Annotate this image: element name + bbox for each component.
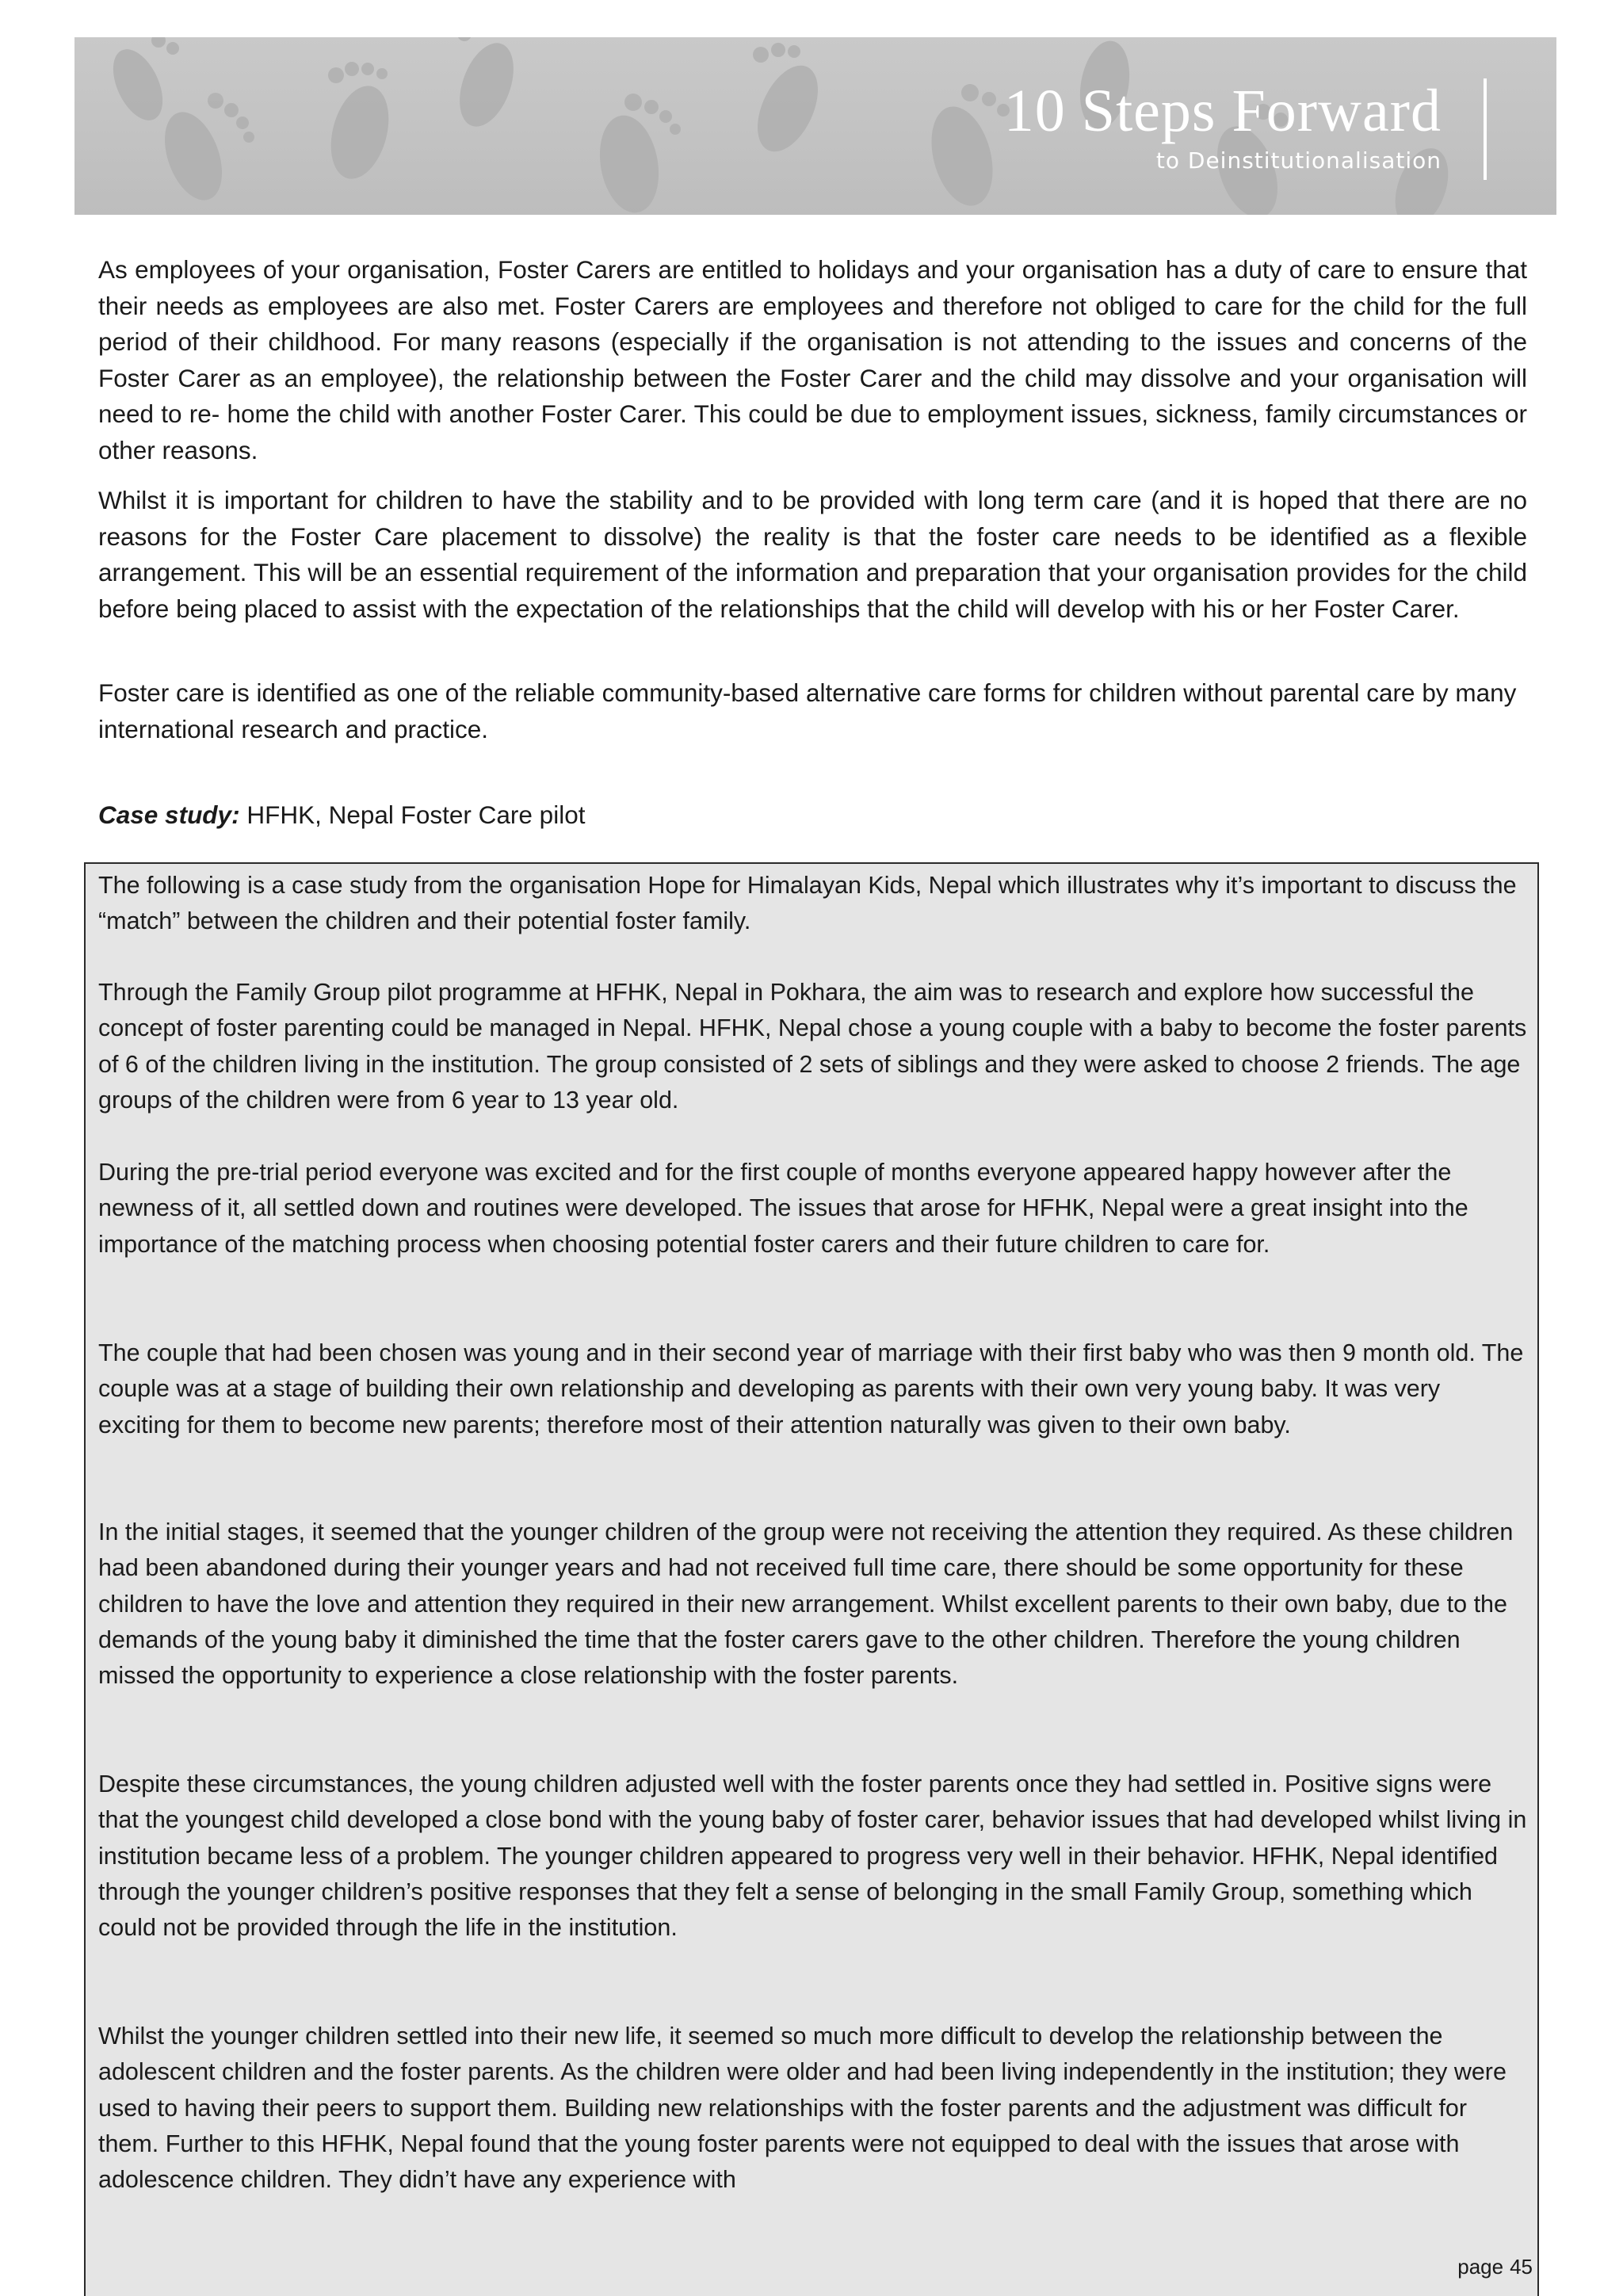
case-study-title: HFHK, Nepal Foster Care pilot <box>246 800 586 829</box>
header-divider <box>1484 78 1487 180</box>
case-study-paragraph: Whilst the younger children settled into their new life, it seemed so much more difficult to develop the relationship between the adolescent children and the foster parents. As the children were older and had been living independently in the institution; they were used to having their peers to support them. Building new relationships with the foster parents and the adjustment was difficult for them. Further to this HFHK, Nepal found that the young foster parents were not equipped to deal with the issues that arose with adolescence children. They didn’t have any experience with <box>98 2023 1507 2194</box>
body-paragraph: Foster care is identified as one of the reliable community-based alternative care forms for children without parental care by many international research and practice. <box>98 678 1517 743</box>
body-paragraph: As employees of your organisation, Foster Carers are entitled to holidays and your organisation has a duty of care to ensure that their needs as employees are also met. Foster Carers are employees and therefore not obliged to care for the child for the full period of their childhood. For many reasons (especially if the organisation is not attending to the issues and concerns of the Foster Carer as an employee), the relationship between the Foster Carer and the child may dissolve and your organisation will need to re- home the child with another Foster Carer. This could be due to employment issues, sickness, family circumstances or other reasons. <box>98 255 1527 464</box>
case-study-heading <box>98 797 585 833</box>
case-study-paragraph: Through the Family Group pilot programme at HFHK, Nepal in Pokhara, the aim was to research and explore how successful the concept of foster parenting could be managed in Nepal. HFHK, Nepal chose a young couple with a baby to become the foster parents of 6 of the children living in the institution. The group consisted of 2 sets of siblings and they were asked to choose 2 friends. The age groups of the children were from 6 year to 13 year old. <box>98 979 1527 1114</box>
case-study-paragraph: In the initial stages, it seemed that the younger children of the group were not receiving the attention they required. As these children had been abandoned during their younger years and had not received full time care, there should be some opportunity for these children to have the love and attention they required in their new arrangement. Whilst excellent parents to their own baby, due to the demands of the young baby it diminished the time that the foster carers gave to the other children. Therefore the young children missed the opportunity to experience a close relationship with the foster parents. <box>98 1519 1514 1690</box>
body-paragraph: Whilst it is important for children to have the stability and to be provided with long term care (and it is hoped that there are no reasons for the Foster Care placement to dissolve) the reality is that the foster care needs to be identified as a flexible arrangement. This will be an essential requirement of the information and preparation that your organisation provides for the child before being placed to assist with the expectation of the relationships that the child will develop with his or her Foster Carer. <box>98 486 1527 623</box>
case-study-paragraph: During the pre-trial period everyone was excited and for the first couple of months everyone appeared happy however after the newness of it, all settled down and routines were developed. The issues that arose for HFHK, Nepal were a great insight into the importance of the matching process when choosing potential foster carers and their future children to care for. <box>98 1159 1468 1258</box>
case-study-paragraph: Despite these circumstances, the young children adjusted well with the foster parents once they had settled in. Positive signs were that the youngest child developed a close bond with the young baby of foster carer, behavior issues that had developed whilst living in institution became less of a problem. The younger children appeared to progress very well in their behavior. HFHK, Nepal identified through the younger children’s positive responses that they felt a sense of belonging in the small Family Group, something which could not be provided through the life in the institution. <box>98 1771 1527 1942</box>
page-number-value: 45 <box>1510 2255 1533 2279</box>
page-number <box>1457 2255 1533 2279</box>
header-subtitle: to Deinstitutionalisation <box>1155 147 1442 174</box>
case-study-paragraph: The couple that had been chosen was young and in their second year of marriage with their first baby who was then 9 month old. The couple was at a stage of building their own relationship and developing as parents with their own very young baby. It was very exciting for them to become new parents; therefore most of their attention naturally was given to their own baby. <box>98 1339 1524 1438</box>
case-study-label: Case study: <box>98 800 240 829</box>
page-label: page <box>1457 2255 1504 2279</box>
header-title: 10 Steps Forward <box>1003 78 1442 144</box>
header-banner <box>74 37 1556 215</box>
case-study-paragraph: The following is a case study from the organisation Hope for Himalayan Kids, Nepal which illustrates why it’s important to discuss the “match” between the children and their potential foster family. <box>98 872 1517 935</box>
